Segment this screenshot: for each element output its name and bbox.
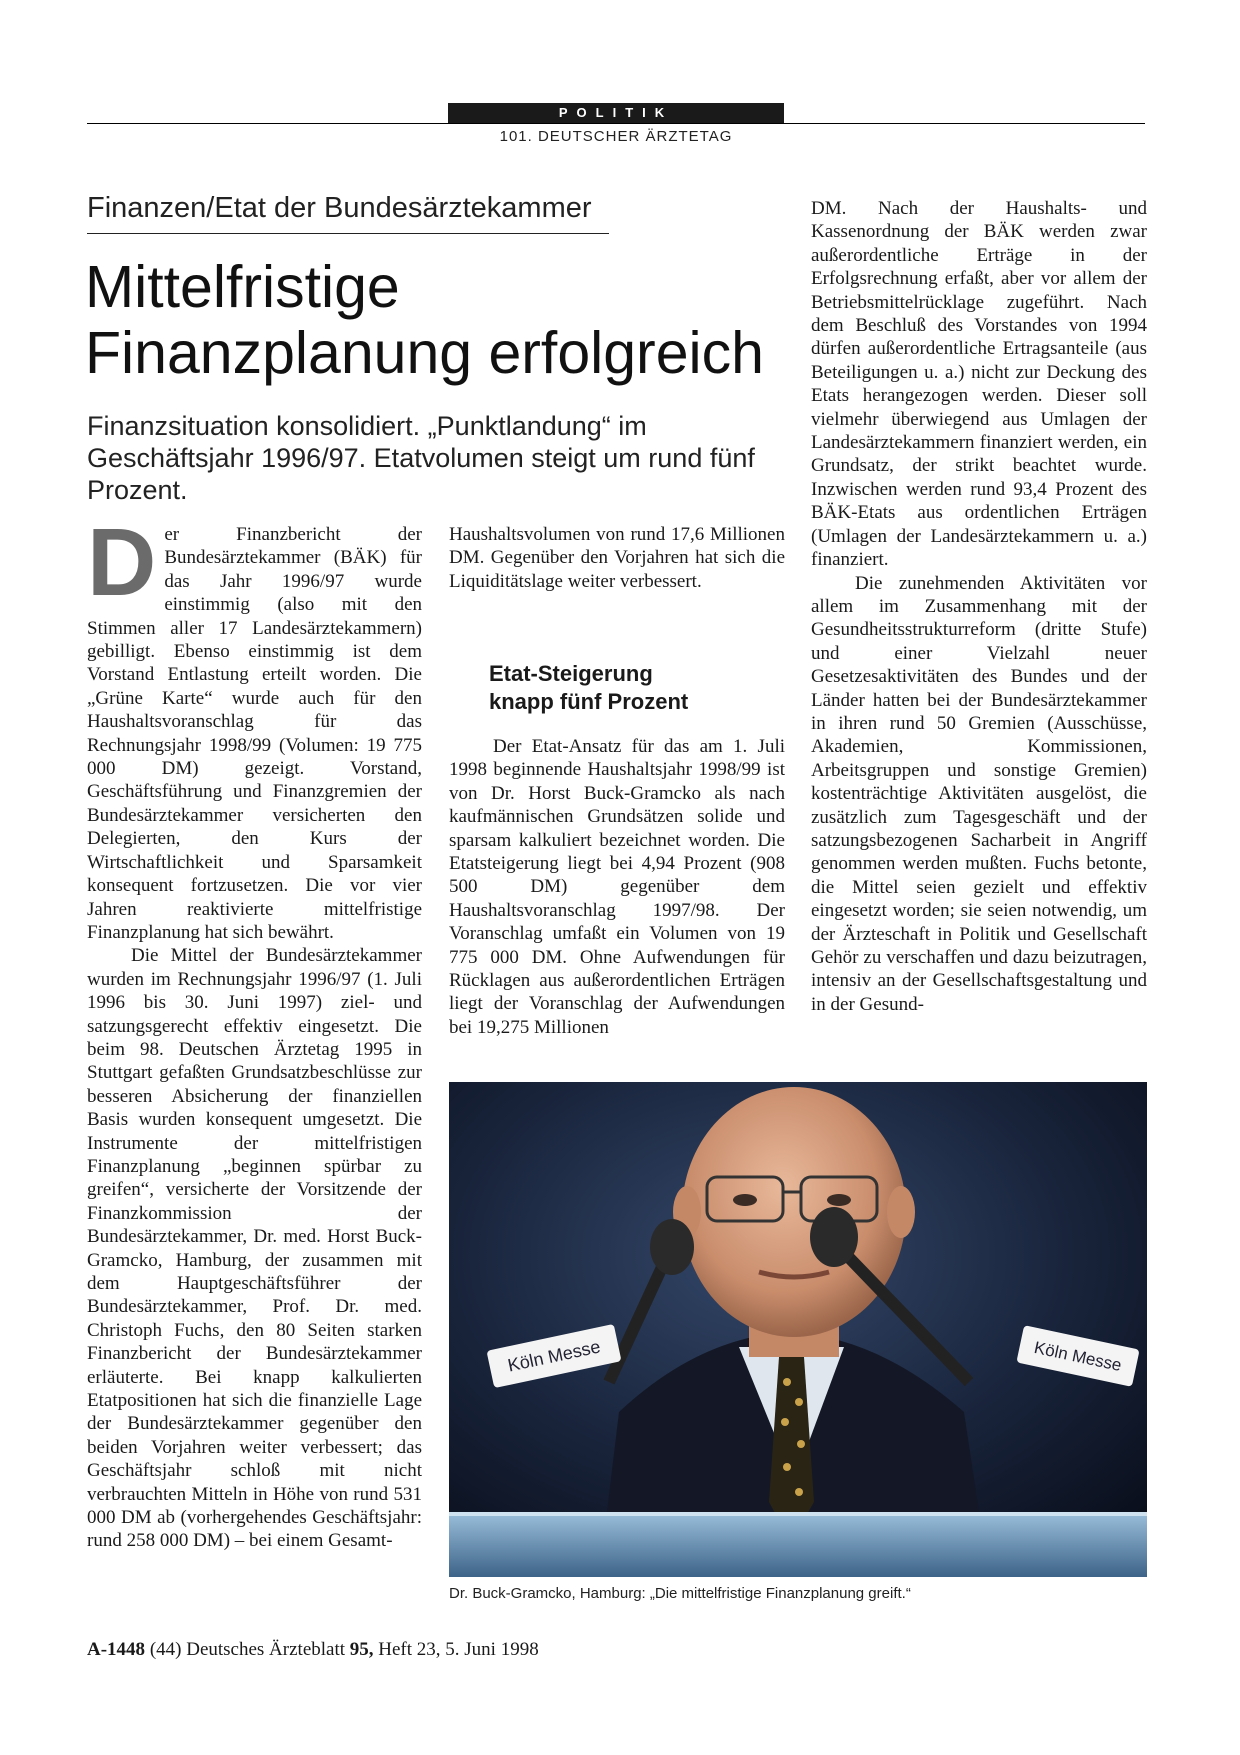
column-2 [449,523,785,593]
header-rule [87,123,1145,124]
paragraph: DM. Nach der Haushalts- und Kassenordnung der BÄK werden zwar außerordentliche Erträge in der Erfolgsrechnung erfaßt, aber vor allem der Betriebsmittelrücklage zugeführt. Nach dem Beschluß des Vorstandes von 1994 dürfen außerordentliche Ertragsanteile (aus Beteiligungen u. a.) nicht zur Deckung des Etats herangezogen werden. Dieser soll vielmehr überwiegend aus Umlagen der Landesärztekammern finanziert werden, ein Grundsatz, der strikt beachtet wurde. Inzwischen werden rund 93,4 Prozent des BÄK-Etats aus ordentlichen Erträgen (Umlagen der Landesärztekammern u. a.) finanziert. [811,198,1147,571]
headline-line-1: Mittelfristige [85,254,400,320]
section-label: POLITIK [448,103,784,123]
column-3 [811,197,1147,1060]
article-kicker: Finanzen/Etat der Bundesärztekammer [87,192,592,224]
volume: 95, [349,1639,374,1660]
column-2-continued [449,735,785,1062]
mic-sign-right: Köln Messe [1032,1337,1124,1376]
paragraph: Die zunehmenden Aktivitäten vor allem im Zusammenhang mit der Gesundheitsstrukturreform (dritte Stufe) und einer Vielzahl neuer Gesetzesaktivitäten des Bundes und der Länder hatten bei der Bundesärztekammer in ihren rund 50 Gremien (Ausschüsse, Akademien, Kommissionen, Arbeitsgruppen und sonstige Gremien) kostenträchtige Aktivitäten ausgelöst, die zusätzlich zum Tagesgeschäft und der satzungsbezogenen Sacharbeit in Angriff genommen werden mußten. Fuchs betonte, die Mittel seien gezielt und effektiv eingesetzt worden; sie seien notwendig, um der Ärzteschaft in Politik und Gesellschaft Gehör zu verschaffen und dazu beizutragen, intensiv an der Gesellschaftsgestaltung und in der Gesund- [811,572,1147,1015]
article-headline [85,254,785,386]
paragraph: Die Mittel der Bundesärztekammer wurden im Rechnungsjahr 1996/97 (1. Juli 1996 bis 30. Juni 1997) ziel- und satzungsgerecht effektiv eingesetzt. Die beim 98. Deutschen Ärztetag 1995 in Stuttgart gefaßten Grundsatzbeschlüsse zur besseren Absicherung der finanziellen Basis wurden konsequent umgesetzt. Die Instrumente der mittelfristigen Finanzplanung „beginnen spürbar zu greifen“, versicherte der Vorsitzende der Finanzkommission der Bundesärztekammer, Dr. med. Horst Buck-Gramcko, Hamburg, der zusammen mit dem Hauptgeschäftsführer der Bundesärztekammer, Prof. Dr. med. Christoph Fuchs, den 80 Seiten starken Finanzbericht der Bundesärztekammer erläuterte. Bei knapp kalkulierten Etatpositionen hat sich die finanzielle Lage der Bundesärztekammer gegenüber den beiden Vorjahren weiter verbessert; das Geschäftsjahr schloß mit nicht verbrauchten Mitteln in Höhe von rund 531 000 DM ab (vorhergehendes Geschäftsjahr: rund 258 000 DM) – bei einem Gesamt- [87,945,422,1552]
speaker-photo [449,1082,1147,1577]
photo-caption: Dr. Buck-Gramcko, Hamburg: „Die mittelfristige Finanzplanung greift.“ [449,1585,911,1602]
photo-illustration [449,1082,1147,1577]
page-footer [87,1639,539,1661]
paragraph: Der Etat-Ansatz für das am 1. Juli 1998 beginnende Haushaltsjahr 1998/99 ist von Dr. Horst Buck-Gramcko als nach kaufmännischen Grundsätzen solide und sparsam kalkuliert bezeichnet worden. Die Etatsteigerung liegt bei 4,94 Prozent (908 500 DM) gegenüber dem Haushaltsvoranschlag 1997/98. Der Voranschlag umfaßt ein Volumen von 19 775 000 DM. Ohne Aufwendungen für Rücklagen aus außerordentlichen Erträgen liegt der Voranschlag der Aufwendungen bei 19,275 Millionen [449,736,785,1038]
mic-sign-left: Köln Messe [505,1336,603,1376]
issue: Heft 23, 5. Juni 1998 [378,1639,539,1660]
subheading-line-1: Etat-Steigerung [489,661,653,686]
page-code: A-1448 [87,1639,146,1660]
paragraph: Haushaltsvolumen von rund 17,6 Millionen DM. Gegenüber den Vorjahren hat sich die Liquiditätslage weiter verbessert. [449,524,785,592]
article-deck: Finanzsituation konsolidiert. „Punktlandung“ im Geschäftsjahr 1996/97. Etatvolumen steigt um rund fünf Prozent. [87,411,755,505]
paragraph: er Finanzbericht der Bundesärztekammer (BÄK) für das Jahr 1996/97 wurde einstimmig (also mit den Stimmen aller 17 Landesärztekammern) gebilligt. Ebenso einstimmig ist dem Vorstand Entlastung erteilt worden. Die „Grüne Karte“ wurde auch für den Haushaltsvoranschlag für das Rechnungsjahr 1998/99 (Volumen: 19 775 000 DM) gezeigt. Vorstand, Geschäftsführung und Finanzgremien der Bundesärztekammer versicherten den Delegierten, den Kurs der Wirtschaftlichkeit und Sparsamkeit konsequent fortzusetzen. Die vor vier Jahren reaktivierte mittelfristige Finanzplanung hat sich bewährt. [87,524,422,943]
subheading-line-2: knapp fünf Prozent [489,689,689,714]
citation: (44) Deutsches Ärzteblatt [149,1639,346,1660]
kicker-rule [87,233,609,234]
column-1 [87,509,422,1603]
headline-line-2: Finanzplanung erfolgreich [85,320,764,386]
event-label: 101. DEUTSCHER ÄRZTETAG [499,128,733,145]
subheading [489,660,789,716]
drop-cap: D [87,509,157,616]
